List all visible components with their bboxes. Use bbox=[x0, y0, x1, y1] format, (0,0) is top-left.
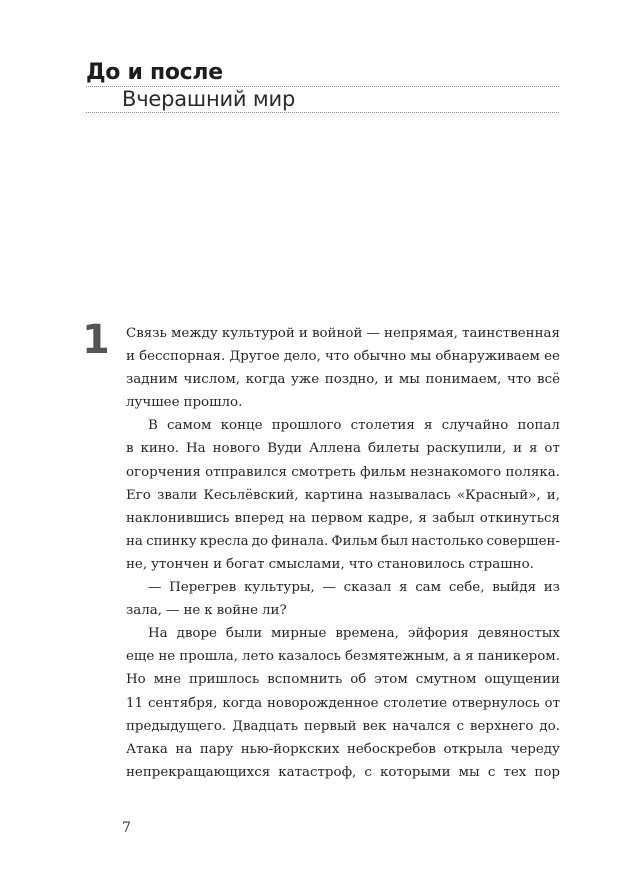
section-title: До и после bbox=[86, 60, 223, 85]
text-line: в кино. На нового Вуди Аллена билеты раскупили, и я от bbox=[126, 441, 560, 457]
text-line: еще не прошла, лето казалось безмятежным, а я паникером. bbox=[126, 649, 560, 665]
text-line: В самом конце прошлого столетия я случайно попал bbox=[148, 418, 560, 434]
text-line: Но мне пришлось вспомнить об этом смутном ощущении bbox=[126, 672, 560, 688]
text-line: предыдущего. Двадцать первый век начался с верхнего до. bbox=[126, 718, 560, 734]
text-line: Атака на пару нью-йоркских небоскребов открыла череду bbox=[126, 741, 560, 757]
body-text bbox=[126, 322, 560, 784]
text-line: и бесспорная. Другое дело, что обычно мы обнаруживаем ее bbox=[126, 349, 560, 365]
header-divider bbox=[86, 112, 559, 113]
text-line: Связь между культурой и войной — непрямая, таинственная bbox=[126, 326, 560, 341]
running-header bbox=[86, 60, 559, 113]
text-line: лучшее прошло. bbox=[126, 395, 243, 411]
text-line: 11 сентября, когда новорожденное столетие отвернулось от bbox=[126, 695, 560, 711]
chapter-number: 1 bbox=[82, 317, 110, 363]
text-line: На дворе были мирные времена, эйфория девяностых bbox=[148, 626, 560, 642]
page-number: 7 bbox=[122, 820, 131, 836]
text-line: огорчения отправился смотреть фильм незнакомого поляка. bbox=[126, 464, 560, 480]
text-line: не, утончен и богат смыслами, что становилось страшно. bbox=[126, 556, 534, 572]
text-line: непрекращающихся катастроф, с которыми мы с тех пор bbox=[126, 764, 560, 780]
chapter-title: Вчерашний мир bbox=[122, 87, 296, 111]
text-line: задним числом, когда уже поздно, и мы понимаем, что всё bbox=[126, 372, 560, 388]
text-line: — Перегрев культуры, — сказал я сам себе, выйдя из bbox=[148, 580, 560, 596]
text-line: на спинку кресла до финала. Фильм был настолько совершен- bbox=[126, 533, 560, 549]
text-line: Его звали Кесьлёвский, картина называлась «Красный», и, bbox=[126, 487, 560, 503]
text-line: зала, — не к войне ли? bbox=[126, 603, 287, 619]
text-line: наклонившись вперед на первом кадре, я забыл откинуться bbox=[126, 510, 560, 526]
